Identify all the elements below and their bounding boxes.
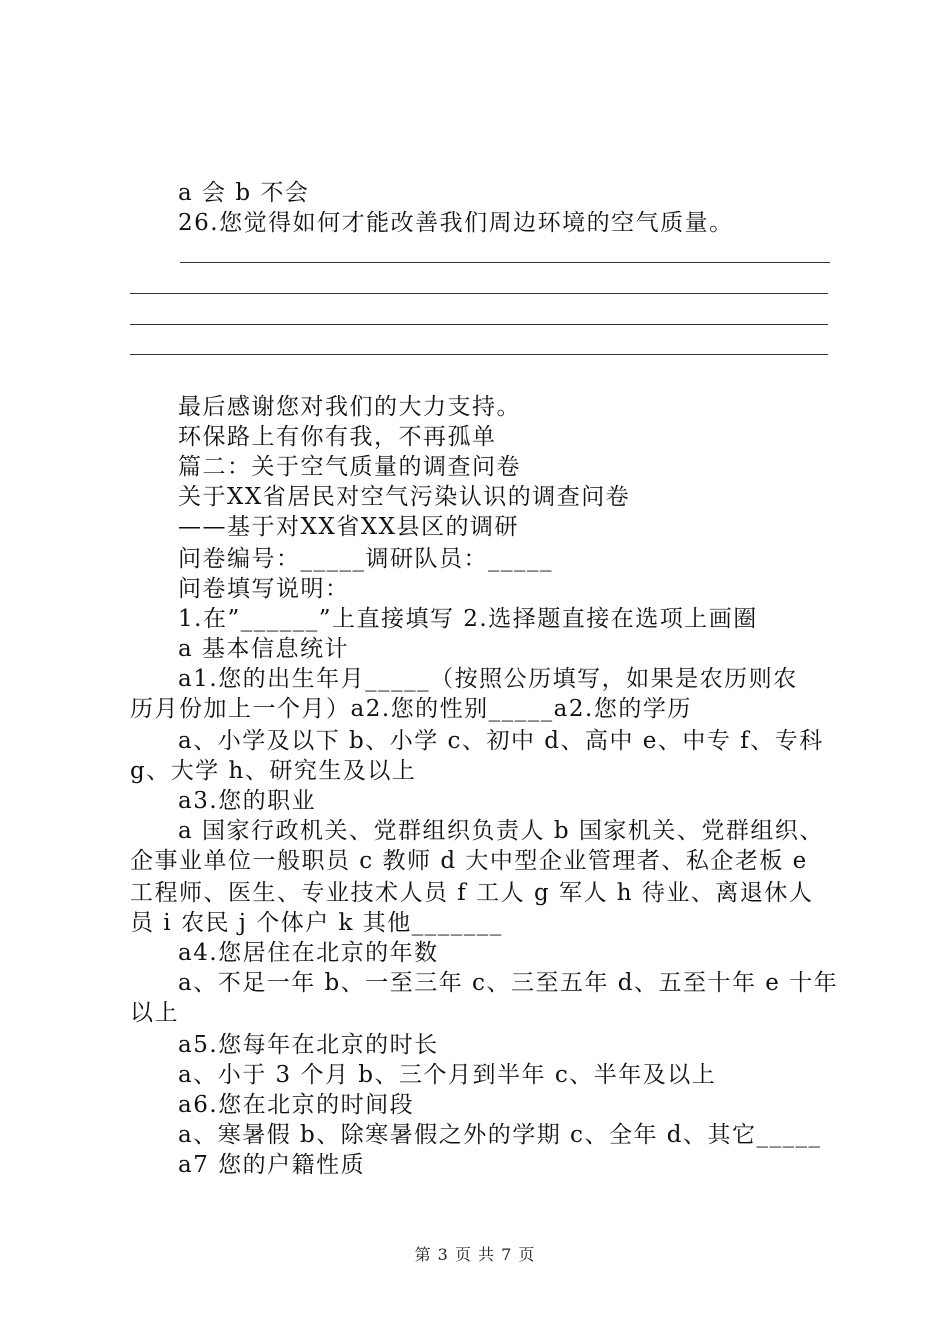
question-a5: a5.您每年在北京的时长 <box>178 1032 439 1058</box>
time-period-options: a、寒暑假 b、除寒暑假之外的学期 c、全年 d、其它_____ <box>178 1122 822 1148</box>
occupation-options-continued: 企事业单位一般职员 c 教师 d 大中型企业管理者、私企老板 e <box>130 848 808 874</box>
occupation-options-continued: 工程师、医生、专业技术人员 f 工人 g 军人 h 待业、离退休人 <box>130 880 814 906</box>
question-a3: a3.您的职业 <box>178 788 317 814</box>
answer-blank-rule <box>130 324 828 325</box>
question-26: 26.您觉得如何才能改善我们周边环境的空气质量。 <box>178 210 734 236</box>
occupation-options: a 国家行政机关、党群组织负责人 b 国家机关、党群组织、 <box>178 818 824 844</box>
annual-duration-options: a、小于 3 个月 b、三个月到半年 c、半年及以上 <box>178 1062 717 1088</box>
answer-blank-rule <box>130 354 828 355</box>
education-options: a、小学及以下 b、小学 c、初中 d、高中 e、中专 f、专科 <box>178 728 824 754</box>
questionnaire-id-line: 问卷编号：_____调研队员：_____ <box>178 546 553 572</box>
instructions-heading: 问卷填写说明： <box>178 576 350 602</box>
questionnaire-subtitle: ——基于对XX省XX县区的调研 <box>178 514 519 540</box>
question-a6: a6.您在北京的时间段 <box>178 1092 415 1118</box>
residence-years-options-continued: 以上 <box>130 1000 179 1026</box>
residence-years-options: a、不足一年 b、一至三年 c、三至五年 d、五至十年 e 十年 <box>178 970 839 996</box>
basic-info-heading: a 基本信息统计 <box>178 636 350 662</box>
page-footer: 第 3 页 共 7 页 <box>414 1245 536 1264</box>
questionnaire-title: 关于XX省居民对空气污染认识的调查问卷 <box>178 484 631 510</box>
question-a1-continued: 历月份加上一个月）a2.您的性别_____a2.您的学历 <box>130 696 692 722</box>
answer-blank-rule <box>130 293 828 294</box>
thanks-line: 最后感谢您对我们的大力支持。 <box>178 394 521 420</box>
question-a7: a7 您的户籍性质 <box>178 1152 366 1178</box>
answer-options-line: a 会 b 不会 <box>178 180 310 206</box>
section-heading: 篇二：关于空气质量的调查问卷 <box>178 454 521 480</box>
instructions-text: 1.在”______”上直接填写 2.选择题直接在选项上画圈 <box>178 606 758 632</box>
education-options-continued: g、大学 h、研究生及以上 <box>130 758 417 784</box>
occupation-options-continued: 员 i 农民 j 个体户 k 其他_______ <box>130 910 503 936</box>
answer-blank-rule <box>180 262 830 263</box>
question-a1: a1.您的出生年月_____（按照公历填写，如果是农历则农 <box>178 666 798 692</box>
slogan-line: 环保路上有你有我，不再孤单 <box>178 424 497 450</box>
question-a4: a4.您居住在北京的年数 <box>178 940 439 966</box>
